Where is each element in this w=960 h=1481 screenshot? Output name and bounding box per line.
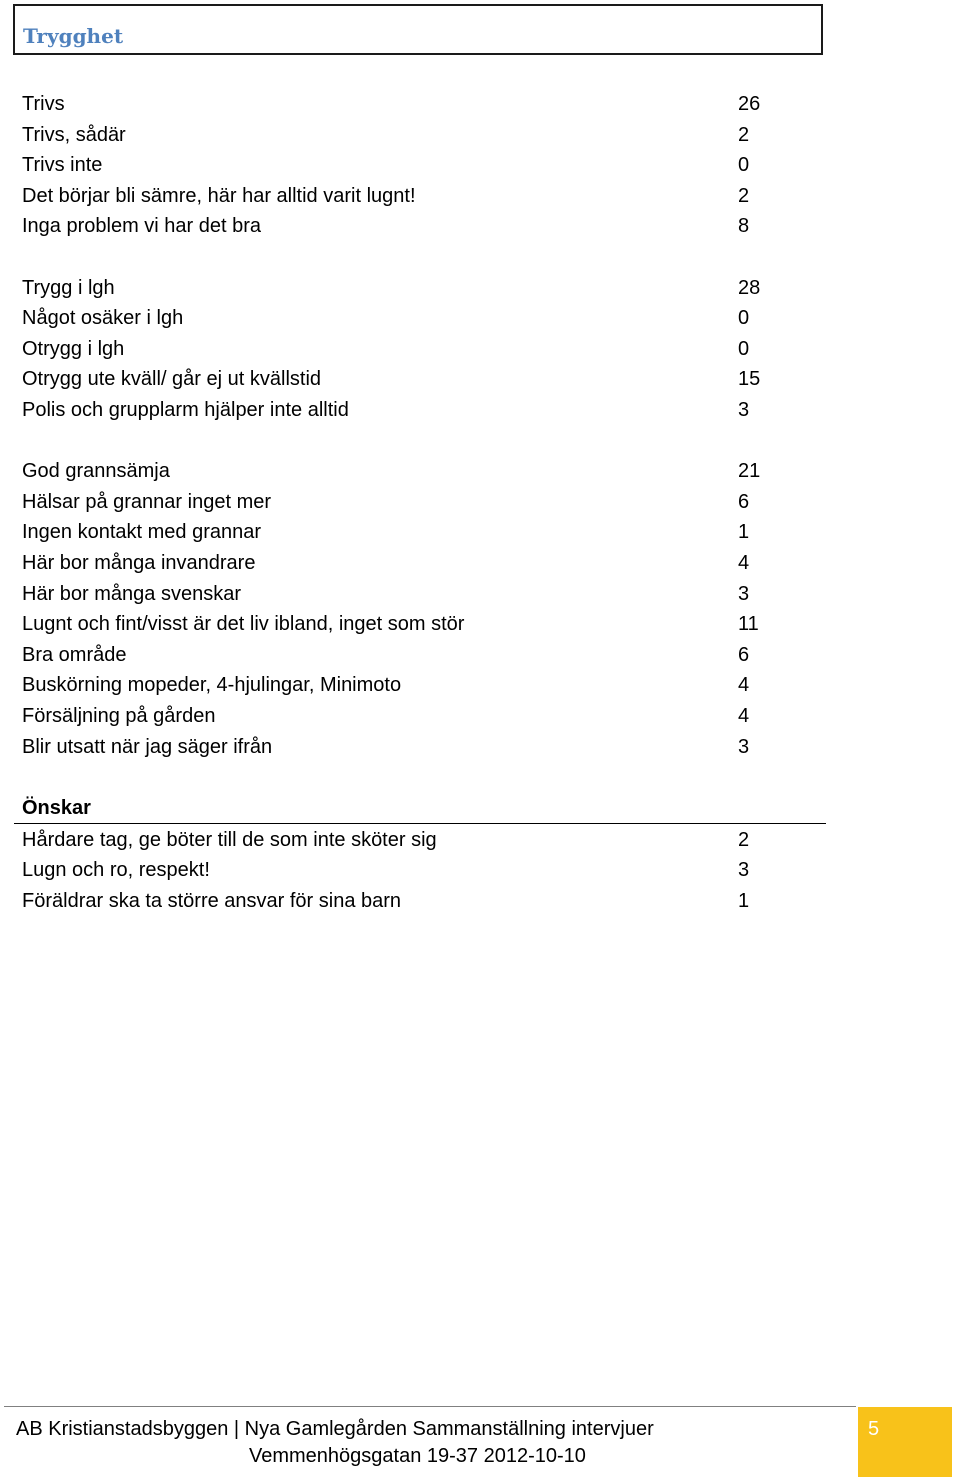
item-count: 21 (738, 460, 761, 482)
wishes-heading: Önskar (22, 797, 91, 819)
item-count: 3 (738, 399, 750, 421)
list-item (22, 487, 770, 517)
item-label: Trivs (22, 93, 65, 115)
list-item (22, 120, 770, 150)
item-count: 4 (738, 552, 750, 574)
item-count: 2 (738, 124, 750, 146)
item-count: 1 (738, 521, 750, 543)
item-label: Bra område (22, 644, 127, 666)
footer-divider (4, 1406, 856, 1407)
item-label: Inga problem vi har det bra (22, 215, 262, 237)
item-label: Här bor många svenskar (22, 583, 241, 605)
item-label: Otrygg ute kväll/ går ej ut kvällstid (22, 368, 322, 390)
item-label: Lugnt och fint/visst är det liv ibland, inget som stör (22, 613, 465, 635)
page-number: 5 (868, 1418, 880, 1440)
list-item (22, 273, 770, 303)
item-count: 2 (738, 829, 750, 851)
list-item (22, 701, 770, 731)
item-count: 1 (738, 890, 750, 912)
list-item (22, 579, 770, 609)
wish-item (22, 855, 770, 885)
item-label: Polis och grupplarm hjälper inte alltid (22, 399, 349, 421)
item-label: Blir utsatt när jag säger ifrån (22, 736, 273, 758)
list-item (22, 517, 770, 547)
item-label: Otrygg i lgh (22, 338, 125, 360)
section-title: Trygghet (23, 24, 124, 48)
item-label: Ingen kontakt med grannar (22, 521, 262, 543)
footer-organisation: AB Kristianstadsbyggen | Nya Gamlegården Sammanställning intervjuer (16, 1418, 654, 1440)
item-label: Något osäker i lgh (22, 307, 184, 329)
item-count: 3 (738, 859, 750, 881)
item-label: Hårdare tag, ge böter till de som inte sköter sig (22, 829, 437, 851)
list-item (22, 640, 770, 670)
list-item (22, 456, 770, 486)
item-count: 0 (738, 307, 750, 329)
list-item (22, 395, 770, 425)
heading-underline (14, 823, 826, 824)
list-item (22, 609, 770, 639)
item-count: 4 (738, 674, 750, 696)
item-label: Föräldrar ska ta större ansvar för sina barn (22, 890, 402, 912)
footer-address-date: Vemmenhögsgatan 19-37 2012-10-10 (249, 1445, 586, 1467)
list-item (22, 303, 770, 333)
item-count: 26 (738, 93, 761, 115)
item-count: 0 (738, 338, 750, 360)
list-item (22, 181, 770, 211)
list-item (22, 548, 770, 578)
item-label: Trivs inte (22, 154, 103, 176)
list-item (22, 150, 770, 180)
item-label: Här bor många invandrare (22, 552, 256, 574)
wish-item (22, 825, 770, 855)
list-item (22, 334, 770, 364)
item-label: Försäljning på gården (22, 705, 216, 727)
item-label: Hälsar på grannar inget mer (22, 491, 272, 513)
wish-item (22, 886, 770, 916)
list-item (22, 364, 770, 394)
item-label: God grannsämja (22, 460, 170, 482)
item-count: 4 (738, 705, 750, 727)
item-count: 6 (738, 644, 750, 666)
item-count: 11 (738, 613, 759, 635)
item-count: 15 (738, 368, 761, 390)
item-count: 0 (738, 154, 750, 176)
section-title-box (13, 4, 823, 55)
list-item (22, 211, 770, 241)
item-count: 3 (738, 736, 750, 758)
item-count: 2 (738, 185, 750, 207)
item-count: 28 (738, 277, 761, 299)
list-item (22, 89, 770, 119)
item-label: Trivs, sådär (22, 124, 126, 146)
item-label: Det börjar bli sämre, här har alltid varit lugnt! (22, 185, 416, 207)
item-count: 3 (738, 583, 750, 605)
item-label: Buskörning mopeder, 4-hjulingar, Minimoto (22, 674, 402, 696)
item-label: Trygg i lgh (22, 277, 115, 299)
item-count: 8 (738, 215, 750, 237)
list-item (22, 670, 770, 700)
page-number-box (858, 1407, 952, 1477)
item-count: 6 (738, 491, 750, 513)
list-item (22, 732, 770, 762)
item-label: Lugn och ro, respekt! (22, 859, 210, 881)
